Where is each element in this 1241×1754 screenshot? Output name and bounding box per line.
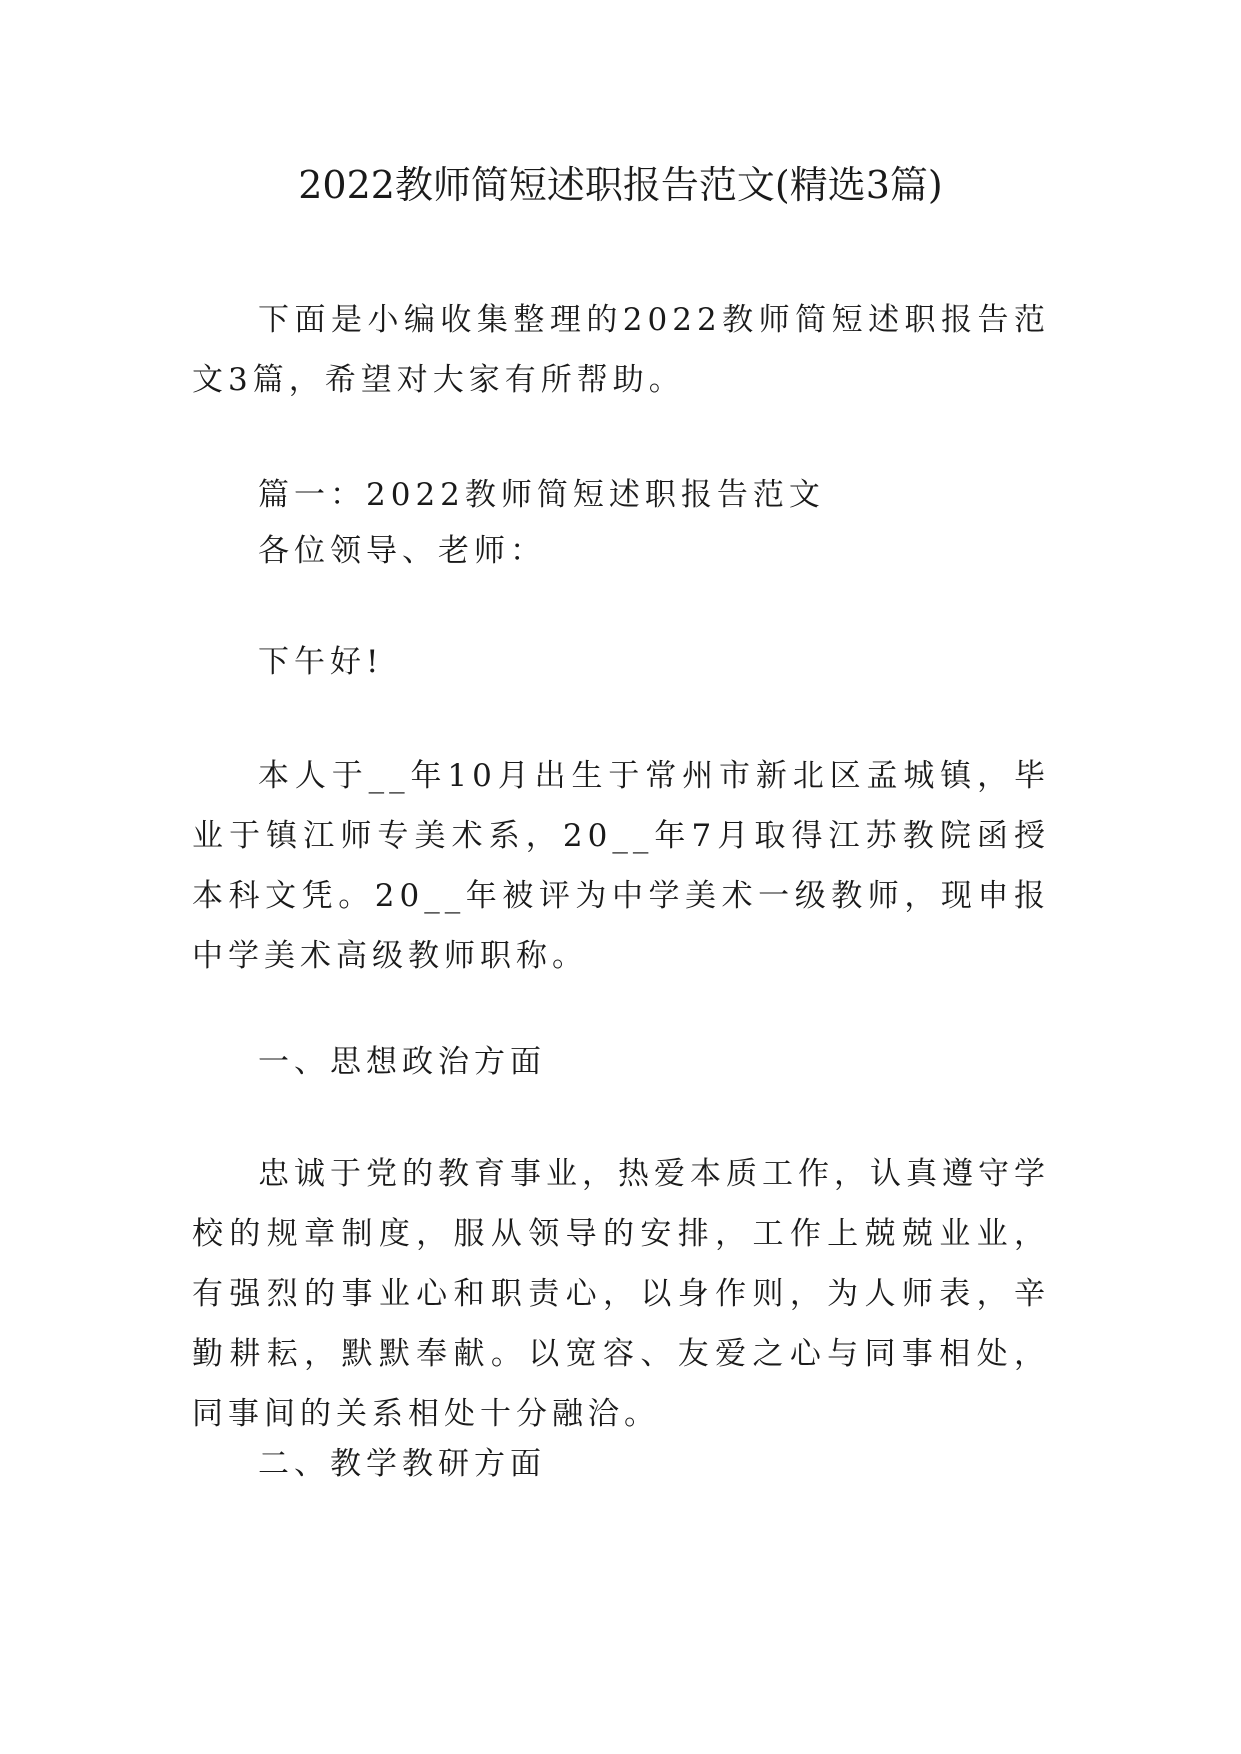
section-body-politics: 忠诚于党的教育事业，热爱本质工作，认真遵守学校的规章制度，服从领导的安排，工作上兢兢业业，有强烈的事业心和职责心，以身作则，为人师表，辛勤耕耘，默默奉献。以宽容、友爱之心与同事相处，同事间的关系相处十分融洽。 [192,1156,1050,1432]
greeting-line: 各位领导、老师： [258,533,546,569]
hello-line: 下午好! [258,644,384,680]
section-heading-politics: 一、思想政治方面 [258,1044,546,1080]
document-title: 2022教师简短述职报告范文(精选3篇) [298,163,943,207]
intro-paragraph: 下面是小编收集整理的2022教师简短述职报告范文3篇，希望对大家有所帮助。 [192,302,1050,398]
bio-paragraph: 本人于__年10月出生于常州市新北区孟城镇，毕业于镇江师专美术系，20__年7月取得江苏教院函授本科文凭。20__年被评为中学美术一级教师，现申报中学美术高级教师职称。 [192,758,1050,974]
article-one-title: 篇一：2022教师简短述职报告范文 [258,477,825,513]
section-heading-teaching: 二、教学教研方面 [258,1446,546,1482]
